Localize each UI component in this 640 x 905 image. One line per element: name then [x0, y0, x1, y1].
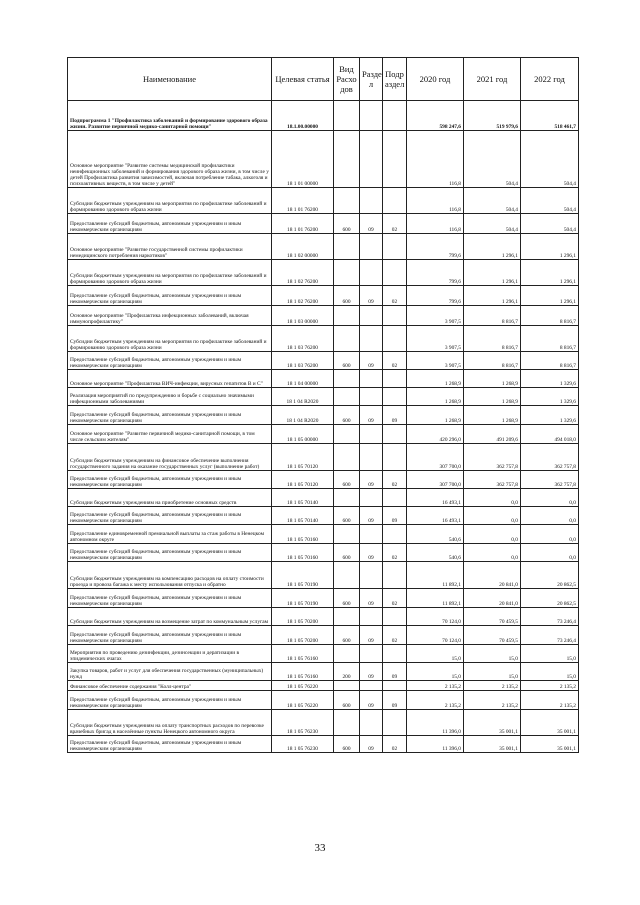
cell-2021: 8 816,7: [464, 326, 521, 352]
cell-2021: 15,0: [464, 663, 521, 681]
cell-2021: 35 001,1: [464, 710, 521, 736]
cell-2022: 504,4: [521, 131, 579, 188]
page-number: 33: [314, 842, 326, 854]
cell-podrazdel: 09: [383, 406, 407, 425]
cell-target: 18 1 03 76200: [272, 326, 334, 352]
cell-podrazdel: [383, 525, 407, 544]
table-row: [68, 691, 579, 710]
cell-2022: 8 816,7: [521, 352, 579, 370]
cell-2022: 1 296,1: [521, 286, 579, 306]
cell-target: 18 1 05 76230: [272, 736, 334, 753]
cell-2021: 491 209,6: [464, 425, 521, 444]
cell-2022: 2 135,2: [521, 681, 579, 691]
table-row: [68, 326, 579, 352]
cell-2021: 504,4: [464, 214, 521, 234]
cell-name: Основное мероприятие "Развитие системы медицинской профилактики неинфекционных заболеваний и формирования здорового образа жизни, в том числе у детей Профилактика развития зависимостей, включая потребление табака, алкоголя и психоактивных веществ, в том числе у детей": [68, 131, 272, 188]
cell-razdel: [360, 444, 383, 471]
cell-vid: [334, 101, 360, 131]
cell-2021: 1 296,1: [464, 286, 521, 306]
header-razdel: Разде л: [360, 58, 383, 101]
cell-name: Предоставление субсидий бюджетным, автономным учреждениям и иным некоммерческим организациям: [68, 214, 272, 234]
cell-name: Основное мероприятие "Развитие государственной системы профилактики немедицинского потребления наркотиков": [68, 234, 272, 260]
cell-2020: 307 700,0: [407, 471, 464, 489]
cell-2022: 518 461,7: [521, 101, 579, 131]
header-name: Наименование: [68, 58, 272, 101]
cell-2020: 16 493,1: [407, 489, 464, 507]
cell-2021: 20 841,0: [464, 562, 521, 589]
cell-2021: 0,0: [464, 489, 521, 507]
cell-2020: 799,6: [407, 286, 464, 306]
cell-2020: 2 135,2: [407, 691, 464, 710]
table-row: [68, 352, 579, 370]
cell-2021: 35 001,1: [464, 736, 521, 753]
cell-razdel: [360, 489, 383, 507]
cell-2020: 15,0: [407, 645, 464, 663]
cell-2020: 540,6: [407, 525, 464, 544]
table-row: [68, 286, 579, 306]
cell-target: 18 1 05 70140: [272, 489, 334, 507]
cell-2021: 2 135,2: [464, 681, 521, 691]
cell-razdel: 09: [360, 286, 383, 306]
cell-2020: 11 396,0: [407, 736, 464, 753]
cell-razdel: [360, 710, 383, 736]
cell-2020: 1 268,9: [407, 370, 464, 388]
cell-podrazdel: [383, 489, 407, 507]
cell-2022: 1 329,6: [521, 406, 579, 425]
cell-2021: 362 757,8: [464, 444, 521, 471]
cell-name: Субсидии бюджетным учреждениям на мероприятия по профилактике заболеваний и формированию здорового образа жизни: [68, 326, 272, 352]
cell-2020: 307 700,0: [407, 444, 464, 471]
cell-vid: 600: [334, 544, 360, 562]
cell-2020: 1 268,9: [407, 406, 464, 425]
cell-vid: [334, 525, 360, 544]
cell-name: Предоставление субсидий бюджетным, автономным учреждениям и иным некоммерческим организациям: [68, 691, 272, 710]
cell-target: 18 1 02 00000: [272, 234, 334, 260]
cell-target: 18 1 05 70160: [272, 525, 334, 544]
cell-podrazdel: 09: [383, 507, 407, 525]
cell-vid: [334, 645, 360, 663]
cell-razdel: [360, 188, 383, 214]
cell-name: Предоставление субсидий бюджетным, автономным учреждениям и иным некоммерческим организациям: [68, 589, 272, 608]
cell-target: 18 1 03 76200: [272, 352, 334, 370]
cell-target: 18 1 04 00000: [272, 370, 334, 388]
cell-2021: 0,0: [464, 507, 521, 525]
cell-podrazdel: [383, 326, 407, 352]
header-2022: 2022 год: [521, 58, 579, 101]
cell-2022: 362 757,8: [521, 444, 579, 471]
cell-name: Предоставление субсидий бюджетным, автономным учреждениям и иным некоммерческим организациям: [68, 352, 272, 370]
cell-2020: 2 135,2: [407, 681, 464, 691]
cell-2020: 15,0: [407, 663, 464, 681]
cell-razdel: 09: [360, 406, 383, 425]
table-row: [68, 234, 579, 260]
cell-razdel: [360, 326, 383, 352]
table-row: [68, 507, 579, 525]
cell-razdel: [360, 608, 383, 626]
cell-vid: [334, 388, 360, 406]
cell-vid: 600: [334, 406, 360, 425]
cell-target: 18 1 05 76160: [272, 645, 334, 663]
cell-vid: [334, 234, 360, 260]
cell-2022: 504,4: [521, 188, 579, 214]
cell-podrazdel: [383, 370, 407, 388]
cell-name: Подпрограмма 1 "Профилактика заболеваний и формирование здорового образа жизни. Развитие первичной медико-санитарной помощи": [68, 101, 272, 131]
cell-2022: 0,0: [521, 507, 579, 525]
cell-name: Предоставление субсидий бюджетным, автономным учреждениям и иным некоммерческим организациям: [68, 471, 272, 489]
cell-podrazdel: [383, 425, 407, 444]
cell-podrazdel: 02: [383, 589, 407, 608]
table-row: [68, 444, 579, 471]
cell-name: Субсидии бюджетным учреждениям на возмещение затрат по коммунальным услугам: [68, 608, 272, 626]
cell-podrazdel: 02: [383, 544, 407, 562]
cell-2022: 1 329,6: [521, 388, 579, 406]
table-row: [68, 608, 579, 626]
table-row: [68, 425, 579, 444]
cell-2022: 8 816,7: [521, 306, 579, 326]
cell-vid: [334, 306, 360, 326]
cell-2020: 799,6: [407, 260, 464, 286]
table-row: [68, 663, 579, 681]
cell-vid: 200: [334, 663, 360, 681]
cell-razdel: 09: [360, 352, 383, 370]
table-row: [68, 306, 579, 326]
cell-2020: 1 268,9: [407, 388, 464, 406]
cell-target: 18 1 01 76200: [272, 214, 334, 234]
cell-2021: 1 268,9: [464, 406, 521, 425]
cell-2020: 70 124,0: [407, 626, 464, 645]
cell-2021: 504,4: [464, 188, 521, 214]
table-row: [68, 626, 579, 645]
cell-2020: 116,8: [407, 131, 464, 188]
cell-2022: 494 018,0: [521, 425, 579, 444]
cell-target: 18 1 04 R2020: [272, 388, 334, 406]
cell-razdel: [360, 645, 383, 663]
cell-2020: 3 907,5: [407, 352, 464, 370]
cell-razdel: [360, 388, 383, 406]
cell-razdel: 09: [360, 736, 383, 753]
cell-2022: 1 329,6: [521, 370, 579, 388]
cell-razdel: [360, 562, 383, 589]
cell-vid: [334, 188, 360, 214]
cell-2020: 3 907,5: [407, 306, 464, 326]
cell-name: Субсидии бюджетным учреждениям на оплату транспортных расходов по перевозке врачебных бригад в населённые пункты Ненецкого автономного округа: [68, 710, 272, 736]
table-row: [68, 544, 579, 562]
cell-vid: 600: [334, 286, 360, 306]
cell-podrazdel: [383, 388, 407, 406]
cell-2020: 3 907,5: [407, 326, 464, 352]
cell-2021: 0,0: [464, 525, 521, 544]
cell-name: Мероприятия по проведению дезинфекции, дезинсекции и дератизации в эпидемических очагах: [68, 645, 272, 663]
cell-name: Предоставление субсидий бюджетным, автономным учреждениям и иным некоммерческим организациям: [68, 286, 272, 306]
cell-2021: 20 841,0: [464, 589, 521, 608]
cell-2021: 362 757,8: [464, 471, 521, 489]
table-row: [68, 471, 579, 489]
cell-2020: 16 493,1: [407, 507, 464, 525]
cell-vid: 600: [334, 214, 360, 234]
cell-2020: 116,8: [407, 188, 464, 214]
cell-target: 18 1 03 00000: [272, 306, 334, 326]
cell-2021: 519 979,6: [464, 101, 521, 131]
cell-vid: [334, 260, 360, 286]
cell-vid: 600: [334, 626, 360, 645]
cell-podrazdel: 02: [383, 286, 407, 306]
cell-razdel: 09: [360, 691, 383, 710]
cell-name: Субсидии бюджетным учреждениям на финансовое обеспечение выполнения государственного задания на оказание государственных услуг (выполнение работ): [68, 444, 272, 471]
table-row: [68, 562, 579, 589]
cell-2021: 1 296,1: [464, 234, 521, 260]
table-body: [68, 101, 579, 753]
cell-target: 18 1 05 70120: [272, 471, 334, 489]
cell-podrazdel: [383, 234, 407, 260]
cell-2022: 35 001,1: [521, 736, 579, 753]
cell-razdel: 09: [360, 626, 383, 645]
cell-2021: 70 459,5: [464, 608, 521, 626]
cell-podrazdel: [383, 710, 407, 736]
table-row: [68, 188, 579, 214]
cell-2022: 73 246,4: [521, 608, 579, 626]
table-row: [68, 131, 579, 188]
cell-name: Реализация мероприятий по предупреждению и борьбе с социально значимыми инфекционными заболеваниями: [68, 388, 272, 406]
cell-target: 18.1.00.00000: [272, 101, 334, 131]
table-row: [68, 710, 579, 736]
cell-razdel: [360, 234, 383, 260]
cell-2022: 73 246,4: [521, 626, 579, 645]
table-row: [68, 214, 579, 234]
cell-vid: [334, 444, 360, 471]
cell-2022: 504,4: [521, 214, 579, 234]
cell-vid: [334, 425, 360, 444]
cell-2021: 2 135,2: [464, 691, 521, 710]
cell-name: Основное мероприятие "Профилактика инфекционных заболеваний, включая иммунопрофилактику": [68, 306, 272, 326]
table-row: [68, 489, 579, 507]
cell-2021: 8 816,7: [464, 306, 521, 326]
cell-podrazdel: [383, 444, 407, 471]
cell-razdel: [360, 260, 383, 286]
cell-target: 18 1 05 70160: [272, 544, 334, 562]
cell-2021: 70 459,5: [464, 626, 521, 645]
cell-vid: [334, 326, 360, 352]
cell-target: 18 1 05 70190: [272, 589, 334, 608]
cell-target: 18 1 02 76200: [272, 260, 334, 286]
cell-target: 18 1 05 00000: [272, 425, 334, 444]
cell-target: 18 1 05 70190: [272, 562, 334, 589]
cell-target: 18 1 01 76200: [272, 188, 334, 214]
cell-razdel: 09: [360, 214, 383, 234]
cell-target: 18 1 05 76160: [272, 663, 334, 681]
table-header-row: [68, 58, 579, 101]
cell-2022: 0,0: [521, 544, 579, 562]
cell-podrazdel: [383, 101, 407, 131]
cell-2020: 11 892,1: [407, 562, 464, 589]
cell-2020: 11 892,1: [407, 589, 464, 608]
cell-name: Субсидии бюджетным учреждениям на мероприятия по профилактике заболеваний и формированию здорового образа жизни: [68, 188, 272, 214]
cell-razdel: 09: [360, 589, 383, 608]
header-podrazdel: Подр аздел: [383, 58, 407, 101]
cell-2022: 1 296,1: [521, 234, 579, 260]
table-row: [68, 645, 579, 663]
table-row: [68, 681, 579, 691]
cell-2020: 70 124,0: [407, 608, 464, 626]
cell-2021: 8 816,7: [464, 352, 521, 370]
cell-2020: 540,6: [407, 544, 464, 562]
table-row: [68, 260, 579, 286]
cell-target: 18 1 04 R2020: [272, 406, 334, 425]
cell-vid: [334, 370, 360, 388]
cell-podrazdel: [383, 131, 407, 188]
cell-target: 18 1 05 76220: [272, 691, 334, 710]
cell-vid: [334, 608, 360, 626]
cell-2021: 1 268,9: [464, 370, 521, 388]
cell-name: Предоставление субсидий бюджетным, автономным учреждениям и иным некоммерческим организациям: [68, 736, 272, 753]
cell-vid: 600: [334, 589, 360, 608]
cell-name: Предоставление субсидий бюджетным, автономным учреждениям и иным некоммерческим организациям: [68, 507, 272, 525]
cell-name: Финансовое обеспечение содержания "Колл-центра": [68, 681, 272, 691]
cell-target: 18 1 05 70200: [272, 608, 334, 626]
table-row: [68, 101, 579, 131]
cell-vid: [334, 710, 360, 736]
cell-2020: 799,6: [407, 234, 464, 260]
cell-2022: 20 862,5: [521, 562, 579, 589]
cell-razdel: [360, 681, 383, 691]
table-row: [68, 736, 579, 753]
cell-podrazdel: 09: [383, 691, 407, 710]
cell-2022: 2 135,2: [521, 691, 579, 710]
cell-razdel: 09: [360, 471, 383, 489]
cell-razdel: [360, 131, 383, 188]
cell-name: Предоставление субсидий бюджетным, автономным учреждениям и иным некоммерческим организациям: [68, 626, 272, 645]
cell-name: Закупка товаров, работ и услуг для обеспечения государственных (муниципальных) нужд: [68, 663, 272, 681]
cell-razdel: 09: [360, 544, 383, 562]
cell-podrazdel: [383, 681, 407, 691]
cell-name: Субсидии бюджетным учреждениям на мероприятия по профилактике заболеваний и формированию здорового образа жизни: [68, 260, 272, 286]
cell-2020: 420 296,0: [407, 425, 464, 444]
cell-name: Предоставление единовременной премиальной выплаты за стаж работы в Ненецком автономном округе: [68, 525, 272, 544]
cell-razdel: [360, 101, 383, 131]
cell-target: 18 1 05 70140: [272, 507, 334, 525]
cell-2021: 1 296,1: [464, 260, 521, 286]
budget-table: [67, 57, 579, 753]
cell-podrazdel: 02: [383, 471, 407, 489]
cell-podrazdel: [383, 306, 407, 326]
cell-2020: 11 396,0: [407, 710, 464, 736]
cell-vid: [334, 131, 360, 188]
cell-podrazdel: [383, 188, 407, 214]
table-row: [68, 388, 579, 406]
cell-2022: 15,0: [521, 645, 579, 663]
cell-name: Основное мероприятие "Профилактика ВИЧ-инфекции, вирусных гепатитов В и С": [68, 370, 272, 388]
table-row: [68, 589, 579, 608]
cell-name: Субсидии бюджетным учреждениям на приобретение основных средств: [68, 489, 272, 507]
table-row: [68, 370, 579, 388]
header-2020: 2020 год: [407, 58, 464, 101]
cell-podrazdel: [383, 260, 407, 286]
cell-vid: 600: [334, 352, 360, 370]
cell-vid: 600: [334, 507, 360, 525]
cell-podrazdel: 02: [383, 352, 407, 370]
cell-2022: 15,0: [521, 663, 579, 681]
table-row: [68, 525, 579, 544]
cell-razdel: [360, 525, 383, 544]
cell-name: Субсидии бюджетным учреждениям на компенсацию расходов на оплату стоимости проезда и провоза багажа к месту использования отпуска и обратно: [68, 562, 272, 589]
cell-2022: 8 816,7: [521, 326, 579, 352]
cell-razdel: [360, 306, 383, 326]
cell-podrazdel: 02: [383, 214, 407, 234]
cell-razdel: 09: [360, 507, 383, 525]
cell-2021: 1 268,9: [464, 388, 521, 406]
cell-2022: 0,0: [521, 489, 579, 507]
cell-vid: [334, 681, 360, 691]
cell-vid: 600: [334, 691, 360, 710]
cell-podrazdel: 09: [383, 663, 407, 681]
cell-2020: 116,8: [407, 214, 464, 234]
cell-target: 18 1 01 00000: [272, 131, 334, 188]
cell-2022: 35 001,1: [521, 710, 579, 736]
header-vid: Вид Расхо дов: [334, 58, 360, 101]
cell-vid: 600: [334, 471, 360, 489]
cell-podrazdel: [383, 645, 407, 663]
cell-razdel: [360, 370, 383, 388]
table-row: [68, 406, 579, 425]
cell-target: 18 1 02 76200: [272, 286, 334, 306]
cell-vid: [334, 562, 360, 589]
header-target: Целевая статья: [272, 58, 334, 101]
cell-podrazdel: [383, 608, 407, 626]
cell-2021: 15,0: [464, 645, 521, 663]
cell-podrazdel: 02: [383, 736, 407, 753]
cell-podrazdel: 02: [383, 626, 407, 645]
cell-2021: 504,4: [464, 131, 521, 188]
cell-2020: 598 247,6: [407, 101, 464, 131]
cell-target: 18 1 05 70200: [272, 626, 334, 645]
cell-name: Предоставление субсидий бюджетным, автономным учреждениям и иным некоммерческим организациям: [68, 544, 272, 562]
cell-target: 18 1 05 76230: [272, 710, 334, 736]
cell-target: 18 1 05 76220: [272, 681, 334, 691]
cell-target: 18 1 05 70120: [272, 444, 334, 471]
cell-razdel: [360, 425, 383, 444]
cell-vid: 600: [334, 736, 360, 753]
header-2021: 2021 год: [464, 58, 521, 101]
cell-podrazdel: [383, 562, 407, 589]
cell-2022: 20 862,5: [521, 589, 579, 608]
cell-2022: 1 296,1: [521, 260, 579, 286]
cell-2022: 362 757,8: [521, 471, 579, 489]
cell-name: Основное мероприятие "Развитие первичной медико-санитарной помощи, в том числе сельским жителям": [68, 425, 272, 444]
cell-2022: 0,0: [521, 525, 579, 544]
cell-name: Предоставление субсидий бюджетным, автономным учреждениям и иным некоммерческим организациям: [68, 406, 272, 425]
cell-2021: 0,0: [464, 544, 521, 562]
cell-razdel: 09: [360, 663, 383, 681]
cell-vid: [334, 489, 360, 507]
